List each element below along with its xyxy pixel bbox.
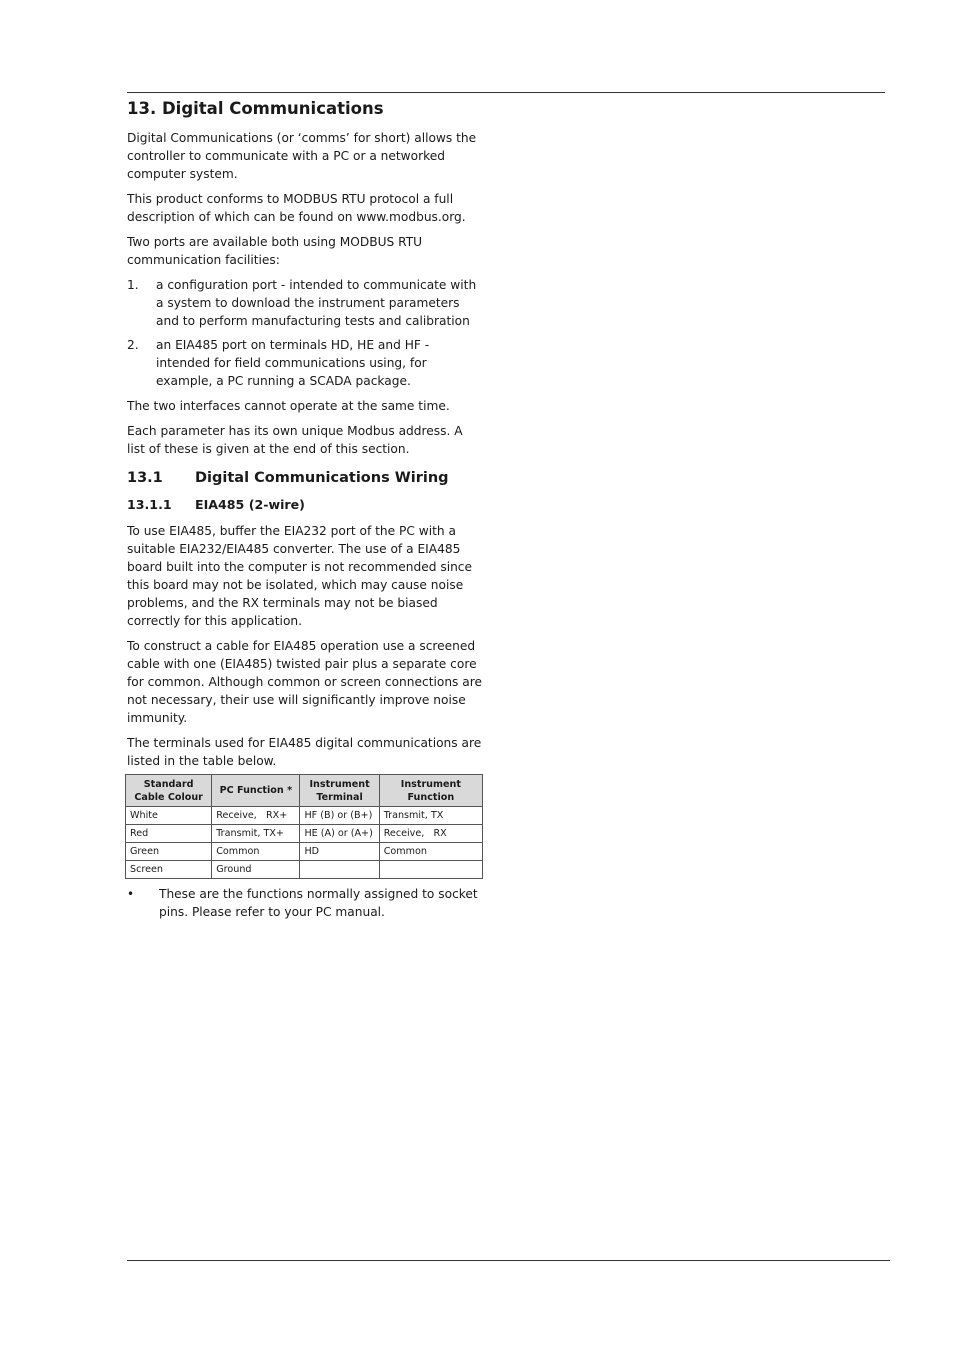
table-cell: Receive, RX+ bbox=[212, 807, 300, 825]
table-header-cell: Instrument Terminal bbox=[300, 775, 379, 807]
list-item bbox=[127, 276, 483, 330]
terminals-table bbox=[125, 774, 483, 879]
section-title: EIA485 (2-wire) bbox=[195, 497, 305, 512]
section-title: Digital Communications Wiring bbox=[195, 470, 449, 486]
intro-paragraph-3: Two ports are available both using MODBUS RTU communication facilities: bbox=[127, 235, 423, 267]
table-cell: Transmit, TX bbox=[379, 807, 482, 825]
table-footnote bbox=[127, 885, 483, 921]
eia485-paragraph-2: To construct a cable for EIA485 operation use a screened cable with one (EIA485) twisted pair plus a separate core for common. Although common or screen connections are not necessary, their use will significantly improve noise immunity. bbox=[127, 639, 482, 725]
table-cell bbox=[300, 861, 379, 879]
table-row bbox=[126, 807, 483, 825]
eia485-paragraph-3: The terminals used for EIA485 digital communications are listed in the table below. bbox=[127, 736, 482, 768]
list-item bbox=[127, 336, 483, 390]
footer-rule bbox=[127, 1260, 890, 1261]
table-header-cell: Standard Cable Colour bbox=[126, 775, 212, 807]
bullet-icon: • bbox=[127, 887, 135, 901]
table-row bbox=[126, 825, 483, 843]
table-cell: Red bbox=[126, 825, 212, 843]
table-cell: Screen bbox=[126, 861, 212, 879]
section-number: 13.1.1 bbox=[127, 497, 172, 512]
table-cell bbox=[379, 861, 482, 879]
eia485-paragraph-1: To use EIA485, buffer the EIA232 port of the PC with a suitable EIA232/EIA485 converter. The use of a EIA485 board built into the computer is not recommended since this board may not be isolated, which may cause noise problems, and the RX terminals may not be biased correctly for this application. bbox=[127, 524, 473, 628]
table-cell: HE (A) or (A+) bbox=[300, 825, 379, 843]
page-title: 13. Digital Communications bbox=[127, 99, 384, 118]
table-cell: White bbox=[126, 807, 212, 825]
table-cell: Ground bbox=[212, 861, 300, 879]
ports-list bbox=[127, 276, 483, 390]
list-item-text: a configuration port - intended to communicate with a system to download the instrument parameters and to perform manufacturing tests and calibration bbox=[156, 278, 477, 328]
table-cell: Transmit, TX+ bbox=[212, 825, 300, 843]
footnote-text: These are the functions normally assigned to socket pins. Please refer to your PC manual. bbox=[159, 887, 478, 919]
section-heading-13-1 bbox=[127, 468, 483, 488]
table-cell: HD bbox=[300, 843, 379, 861]
table-header-cell: PC Function * bbox=[212, 775, 300, 807]
table-row bbox=[126, 861, 483, 879]
list-item-text: an EIA485 port on terminals HD, HE and HF - intended for field communications using, for example, a PC running a SCADA package. bbox=[156, 338, 430, 388]
list-item-number: 2. bbox=[127, 338, 139, 352]
main-column bbox=[127, 98, 483, 921]
table-cell: Green bbox=[126, 843, 212, 861]
table-cell: Common bbox=[212, 843, 300, 861]
section-number: 13.1 bbox=[127, 470, 163, 486]
section-heading-13-1-1 bbox=[127, 496, 483, 514]
table-header-row bbox=[126, 775, 483, 807]
table-cell: HF (B) or (B+) bbox=[300, 807, 379, 825]
header-rule bbox=[127, 92, 885, 93]
intro-paragraph-2: This product conforms to MODBUS RTU protocol a full description of which can be found on www.modbus.org. bbox=[127, 192, 466, 224]
table-cell: Receive, RX bbox=[379, 825, 482, 843]
interfaces-paragraph: The two interfaces cannot operate at the same time. bbox=[127, 399, 450, 413]
intro-paragraph-1: Digital Communications (or ‘comms’ for short) allows the controller to communicate with a PC or a networked computer system. bbox=[127, 131, 477, 181]
table-header-cell: Instrument Function bbox=[379, 775, 482, 807]
table-row bbox=[126, 843, 483, 861]
table-cell: Common bbox=[379, 843, 482, 861]
list-item-number: 1. bbox=[127, 278, 139, 292]
modbus-address-paragraph: Each parameter has its own unique Modbus address. A list of these is given at the end of this section. bbox=[127, 424, 463, 456]
